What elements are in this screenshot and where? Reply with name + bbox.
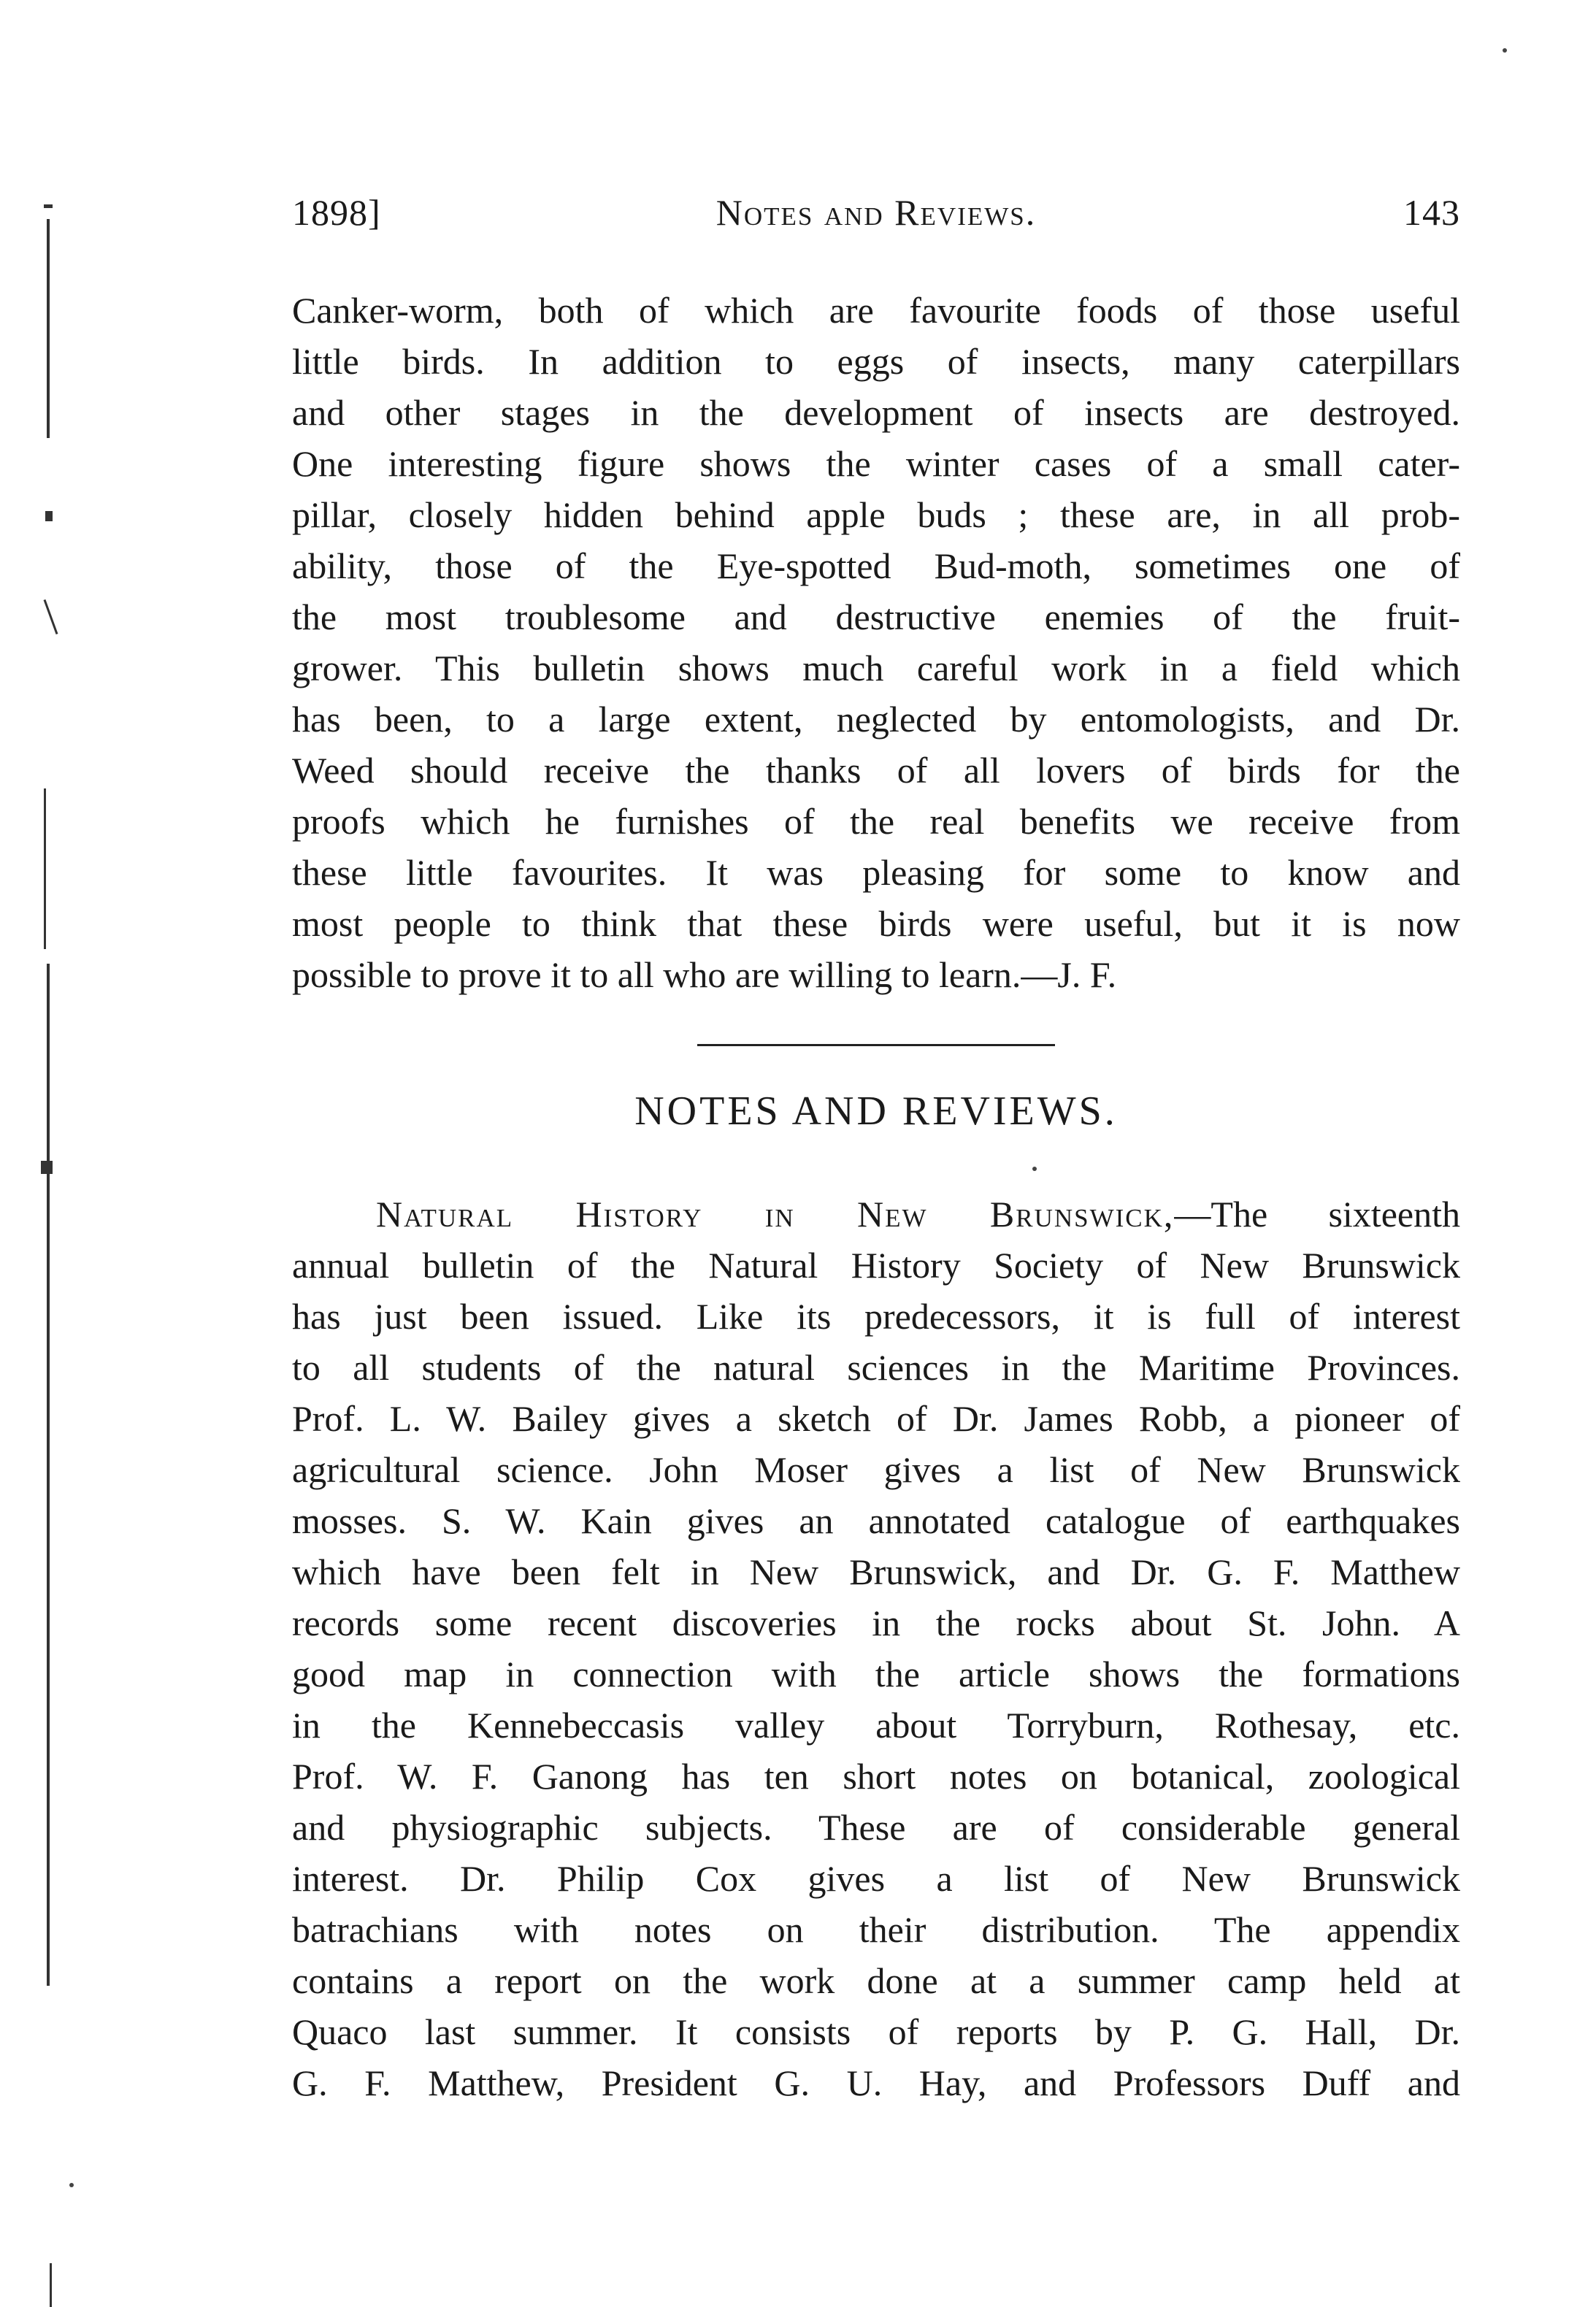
paragraph-2	[292, 1189, 1460, 2108]
text-line: Prof. L. W. Bailey gives a sketch of Dr. James Robb, a pioneer of	[292, 1398, 1460, 1439]
text-line: contains a report on the work done at a summer camp held at	[292, 1960, 1460, 2001]
text-line: these little favourites. It was pleasing for some to know and	[292, 852, 1460, 893]
article-lead-title: Natural History in New Brunswick,	[376, 1194, 1175, 1235]
text-line: One interesting figure shows the winter cases of a small cater-	[292, 443, 1460, 484]
text-line: the most troublesome and destructive enemies of the fruit-	[292, 596, 1460, 637]
text-line: ability, those of the Eye-spotted Bud-moth, sometimes one of	[292, 545, 1460, 586]
text-line: has just been issued. Like its predecessors, it is full of interest	[292, 1296, 1460, 1337]
text-line: Canker-worm, both of which are favourite foods of those useful	[292, 290, 1460, 331]
text-line: and physiographic subjects. These are of considerable general	[292, 1807, 1460, 1848]
page-speck	[69, 2183, 74, 2187]
text-line: Quaco last summer. It consists of reports by P. G. Hall, Dr.	[292, 2011, 1460, 2052]
text-line: batrachians with notes on their distribution. The appendix	[292, 1909, 1460, 1950]
text-line: agricultural science. John Moser gives a list of New Brunswick	[292, 1449, 1460, 1490]
text-line: interest. Dr. Philip Cox gives a list of New Brunswick	[292, 1858, 1460, 1899]
binding-margin-marks	[37, 190, 66, 2088]
text-line: little birds. In addition to eggs of insects, many caterpillars	[292, 341, 1460, 382]
running-head-title: Notes and Reviews.	[715, 192, 1037, 233]
section-heading: NOTES AND REVIEWS.	[634, 1089, 1118, 1134]
text-line: proofs which he furnishes of the real benefits we receive from	[292, 801, 1460, 842]
text-line: good map in connection with the article shows the formations	[292, 1654, 1460, 1694]
text-line: records some recent discoveries in the rocks about St. John. A	[292, 1602, 1460, 1643]
running-head	[292, 191, 1460, 250]
text-line: mosses. S. W. Kain gives an annotated catalogue of earthquakes	[292, 1500, 1460, 1541]
page-speck	[1503, 48, 1507, 53]
text-line: Prof. W. F. Ganong has ten short notes on botanical, zoological	[292, 1756, 1460, 1797]
text-line: annual bulletin of the Natural History Society of New Brunswick	[292, 1245, 1460, 1286]
page-speck	[1032, 1167, 1037, 1171]
running-head-year: 1898]	[292, 192, 381, 233]
text-line: G. F. Matthew, President G. U. Hay, and Professors Duff and	[292, 2062, 1460, 2103]
text-line: to all students of the natural sciences in the Maritime Provinces.	[292, 1347, 1460, 1388]
text-line: Weed should receive the thanks of all lovers of birds for the	[292, 750, 1460, 791]
text-line: has been, to a large extent, neglected by entomologists, and Dr.	[292, 699, 1460, 740]
text-line: in the Kennebeccasis valley about Torryburn, Rothesay, etc.	[292, 1705, 1460, 1746]
page-number: 143	[1403, 192, 1460, 233]
text-line: most people to think that these birds were useful, but it is now	[292, 903, 1460, 944]
text-line: pillar, closely hidden behind apple buds ; these are, in all prob-	[292, 494, 1460, 535]
text-line: which have been felt in New Brunswick, and Dr. G. F. Matthew	[292, 1551, 1460, 1592]
text-line: grower. This bulletin shows much careful work in a field which	[292, 648, 1460, 688]
text-line: and other stages in the development of insects are destroyed.	[292, 392, 1460, 433]
text-line-lead	[292, 1189, 1460, 1240]
lead-line-rest: —The sixteenth	[1174, 1194, 1460, 1235]
paragraph-1	[292, 285, 1460, 1000]
section-divider	[697, 1044, 1055, 1046]
text-line: possible to prove it to all who are willing to learn.—J. F.	[292, 954, 1117, 995]
